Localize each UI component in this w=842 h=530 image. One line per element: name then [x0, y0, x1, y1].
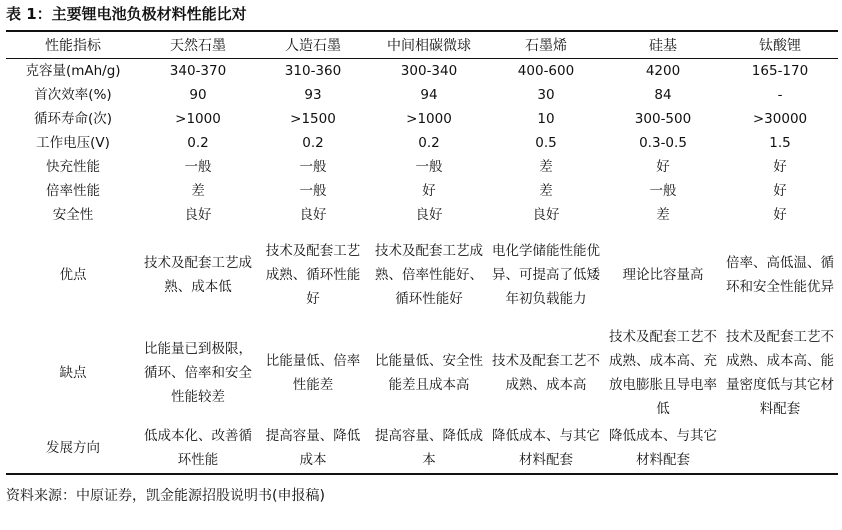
table-cell: 提高容量、降低成本: [375, 428, 483, 468]
header-metric: 性能指标: [6, 31, 140, 59]
table-cell: 一般: [299, 159, 327, 175]
table-cell: 电化学储能性能优异、可提高了低矮年初负载能力: [492, 243, 600, 307]
header-artificial-graphite: 人造石墨: [256, 31, 370, 59]
table-cell: 10: [537, 111, 555, 127]
table-cell: 0.2: [418, 135, 440, 151]
table-row: [6, 59, 838, 84]
table-cell: -: [777, 87, 783, 103]
table-cell: 340-370: [169, 63, 227, 79]
table-cell: 低成本化、改善循环性能: [144, 428, 252, 468]
table-title: 表 1：主要锂电池负极材料性能比对: [6, 5, 247, 23]
table-cell: 差: [191, 183, 205, 199]
table-cell: 一般: [415, 159, 443, 175]
table-row: [6, 131, 838, 155]
table-cell: >30000: [752, 111, 808, 127]
table-cell: 理论比容量高: [622, 267, 704, 283]
table-row: [6, 107, 838, 131]
row-label: 优点: [59, 267, 87, 283]
table-cell: 310-360: [284, 63, 342, 79]
table-cell: 0.3-0.5: [639, 135, 687, 151]
table-cell: 差: [539, 159, 553, 175]
table-cell: 93: [304, 87, 322, 103]
row-label: 安全性: [52, 207, 94, 223]
row-label: 快充性能: [46, 159, 100, 175]
table-cell: 比能量低、安全性能差且成本高: [375, 353, 483, 393]
table-cell: 30: [537, 87, 555, 103]
table-cell: 倍率、高低温、循环和安全性能优异: [726, 255, 834, 295]
table-cell: 技术及配套工艺成熟、成本低: [144, 255, 252, 295]
table-cell: 降低成本、与其它材料配套: [492, 428, 600, 468]
table-row: [6, 83, 838, 107]
table-cell: 提高容量、降低成本: [265, 428, 361, 468]
table-cell: 一般: [299, 183, 327, 199]
table-cell: 好: [773, 159, 787, 175]
table-cell: 好: [773, 207, 787, 223]
table-cell: 一般: [184, 159, 212, 175]
table-cell: 技术及配套工艺不成熟、成本高: [492, 353, 600, 393]
table-cell: >1000: [406, 111, 452, 127]
table-cell: 300-500: [634, 111, 692, 127]
table-cell: >1500: [290, 111, 336, 127]
comparison-table: [6, 30, 838, 475]
table-cell: 比能量已到极限，循环、倍率和安全性能较差: [144, 341, 252, 405]
table-row: [6, 179, 838, 203]
row-label: 倍率性能: [46, 183, 100, 199]
source-note: 资料来源：中原证券，凯金能源招股说明书(申报稿): [6, 488, 325, 504]
table-cell: [722, 423, 838, 474]
table-cell: 90: [189, 87, 207, 103]
table-cell: 好: [773, 183, 787, 199]
table-cell: 差: [539, 183, 553, 199]
table-cell: 技术及配套工艺不成熟、成本高、能量密度低与其它材料配套: [726, 329, 834, 417]
table-cell: 好: [656, 159, 670, 175]
header-natural-graphite: 天然石墨: [140, 31, 256, 59]
header-lithium-titanate: 钛酸锂: [722, 31, 838, 59]
table-cell: 技术及配套工艺成熟、倍率性能好、循环性能好: [375, 243, 483, 307]
table-cell: 一般: [649, 183, 677, 199]
table-row: [6, 203, 838, 227]
table-cell: 良好: [299, 207, 327, 223]
table-cell: 好: [422, 183, 436, 199]
table-cell: 300-340: [400, 63, 458, 79]
comparison-table-wrapper: [6, 30, 838, 475]
header-graphene: 石墨烯: [488, 31, 604, 59]
table-cell: 差: [656, 207, 670, 223]
table-cell: 84: [654, 87, 672, 103]
table-row: [6, 423, 838, 474]
table-row: [6, 155, 838, 179]
row-label: 克容量(mAh/g): [25, 63, 121, 79]
table-cell: 1.5: [769, 135, 791, 151]
table-cell: 400-600: [517, 63, 575, 79]
table-cell: 良好: [415, 207, 443, 223]
table-cell: 0.5: [535, 135, 557, 151]
header-row: [6, 31, 838, 59]
table-cell: 良好: [532, 207, 560, 223]
table-row: [6, 323, 838, 423]
table-cell: 4200: [645, 63, 681, 79]
row-label: 首次效率(%): [34, 87, 112, 103]
table-cell: 94: [420, 87, 438, 103]
table-cell: >1000: [175, 111, 221, 127]
table-cell: 降低成本、与其它材料配套: [609, 428, 717, 468]
row-label: 缺点: [59, 365, 87, 381]
header-silicon-based: 硅基: [604, 31, 722, 59]
table-cell: 165-170: [751, 63, 809, 79]
table-row: [6, 227, 838, 323]
table-cell: 技术及配套工艺成熟、循环性能好: [265, 243, 361, 307]
table-cell: 0.2: [302, 135, 324, 151]
table-cell: 比能量低、倍率性能差: [265, 353, 361, 393]
row-label: 工作电压(V): [36, 135, 110, 151]
row-label: 循环寿命(次): [33, 111, 113, 127]
header-mcmb: 中间相碳微球: [370, 31, 488, 59]
table-cell: 良好: [184, 207, 212, 223]
row-label: 发展方向: [46, 440, 100, 456]
table-cell: 0.2: [187, 135, 209, 151]
table-cell: 技术及配套工艺不成熟、成本高、充放电膨胀且导电率低: [609, 329, 717, 417]
